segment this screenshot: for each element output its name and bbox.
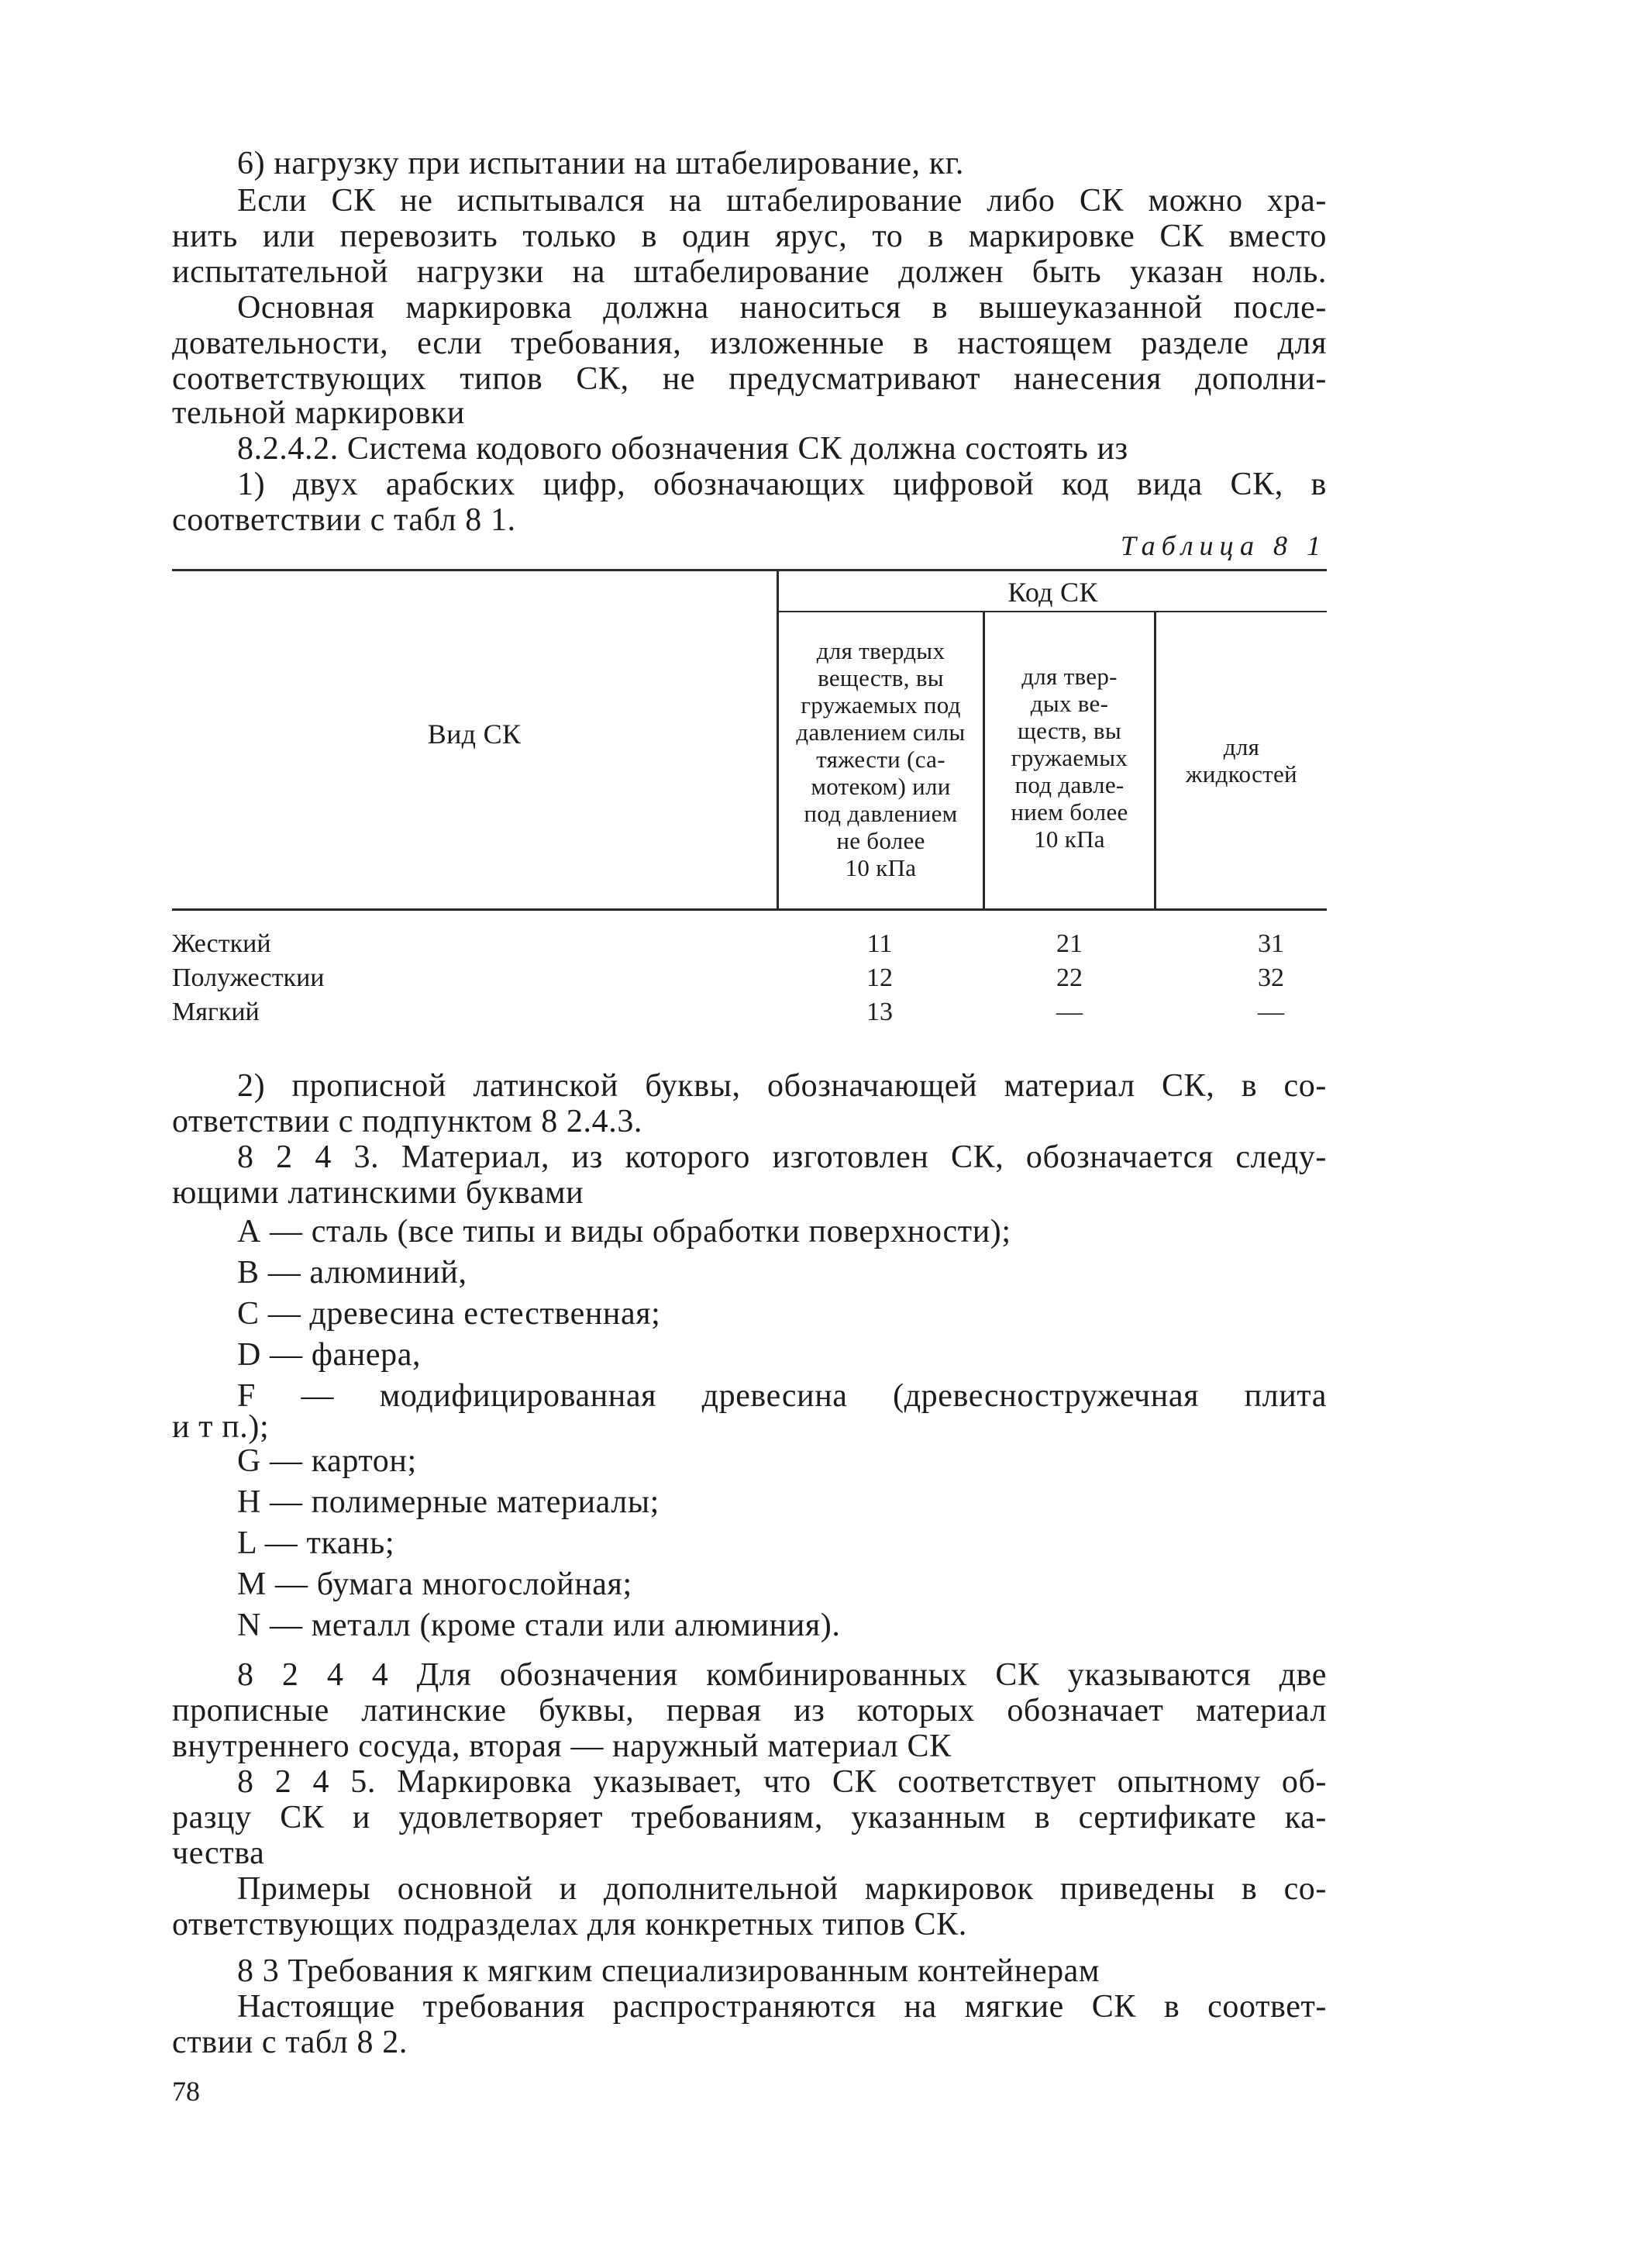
material-item: G — картон; [237,1443,417,1479]
text-line: разцу СК и удовлетворяет требованиям, указанным в сертификате ка- [172,1800,1327,1835]
text-line: ющими латинскими буквами [172,1175,584,1211]
table-caption: Таблица 8 1 [1120,530,1327,561]
table-cell: — [1258,998,1284,1026]
material-item: Н — полимерные материалы; [237,1484,660,1520]
text-line: Примеры основной и дополнительной маркировок приведены в со- [237,1871,1327,1907]
text-line: прописные латинские буквы, первая из которых обозначает материал [172,1693,1327,1729]
table-header-col1: для твердых веществ, вы гружаемых под давлением силы тяжести (са- мотеком) или под давлением не более 10 кПа [796,637,966,881]
table-header-col3: для жидкостей [1186,733,1297,788]
material-item: D — фанера, [237,1337,422,1373]
table-header-kod: Код СК [1007,577,1098,608]
material-item: В — алюминий, [237,1255,467,1291]
text-line: ствии с табл 8 2. [172,2025,408,2060]
table-cell: 22 [1056,963,1083,992]
table-cell: 13 [866,998,893,1026]
text-line: 6) нагрузку при испытании на штабелирование, кг. [237,146,964,181]
table-row-label: Жесткий [172,929,271,958]
text-line: соответствии с табл 8 1. [172,502,516,538]
text-line: 1) двух арабских цифр, обозначающих цифровой код вида СК, в [237,467,1327,502]
text-line: соответствующих типов СК, не предусматривают нанесения дополни- [172,361,1327,397]
table-cell: 21 [1056,929,1083,958]
section-heading: 8 3 Требования к мягким специализированным контейнерам [237,1953,1100,1989]
text-line: ответствующих подразделах для конкретных типов СК. [172,1907,967,1942]
table-header-bottom-rule [172,908,1327,911]
text-line: Настоящие требования распространяются на мягкие СК в соответ- [237,1989,1327,2025]
text-line: 8 2 4 3. Материал, из которого изготовлен СК, обозначается следу- [237,1139,1327,1175]
material-item: и т п.); [172,1409,270,1445]
table-row-label: Полужесткии [172,963,325,992]
text-line: нить или перевозить только в один ярус, то в маркировке СК вместо [172,219,1327,254]
text-line: довательности, если требования, изложенные в настоящем разделе для [172,326,1327,361]
text-line: 8 2 4 4 Для обозначения комбинированных СК указываются две [237,1657,1327,1693]
table-header-vid: Вид СК [427,719,522,750]
text-line: ответствии с подпунктом 8 2.4.3. [172,1104,643,1139]
table-cell: 32 [1258,963,1284,992]
text-line: чества [172,1835,265,1871]
table-row-label: Мягкий [172,998,260,1026]
material-item: А — сталь (все типы и виды обработки поверхности); [237,1214,1011,1249]
text-line: Основная маркировка должна наноситься в вышеуказанной после- [237,290,1327,326]
material-item: N — металл (кроме стали или алюминия). [237,1608,841,1643]
text-line: 8 2 4 5. Маркировка указывает, что СК соответствует опытному об- [237,1764,1327,1800]
text-line: Если СК не испытывался на штабелирование либо СК можно хра- [237,183,1327,219]
table-cell: 31 [1258,929,1284,958]
table-cell: — [1056,998,1083,1026]
text-line: 8.2.4.2. Система кодового обозначения СК должна состоять из [237,431,1128,467]
table-cell: 11 [866,929,893,958]
text-line: 2) прописной латинской буквы, обозначающей материал СК, в со- [237,1068,1327,1104]
table-header-col2: для твер- дых ве- ществ, вы гружаемых под давле- нием более 10 кПа [1011,663,1128,853]
text-line: внутреннего сосуда, вторая — наружный материал СК [172,1729,952,1764]
table-cell: 12 [866,963,893,992]
text-line: тельной маркировки [172,395,465,431]
text-line: испытательной нагрузки на штабелирование должен быть указан ноль. [172,254,1327,290]
material-item: L — ткань; [237,1525,395,1561]
material-item: С — древесина естественная; [237,1296,661,1332]
table-top-rule [172,569,1327,571]
page-number: 78 [172,2076,200,2107]
table-header-rule [779,611,1327,612]
material-item: F — модифицированная древесина (древесностружечная плита [237,1378,1327,1414]
material-item: М — бумага многослойная; [237,1567,632,1602]
